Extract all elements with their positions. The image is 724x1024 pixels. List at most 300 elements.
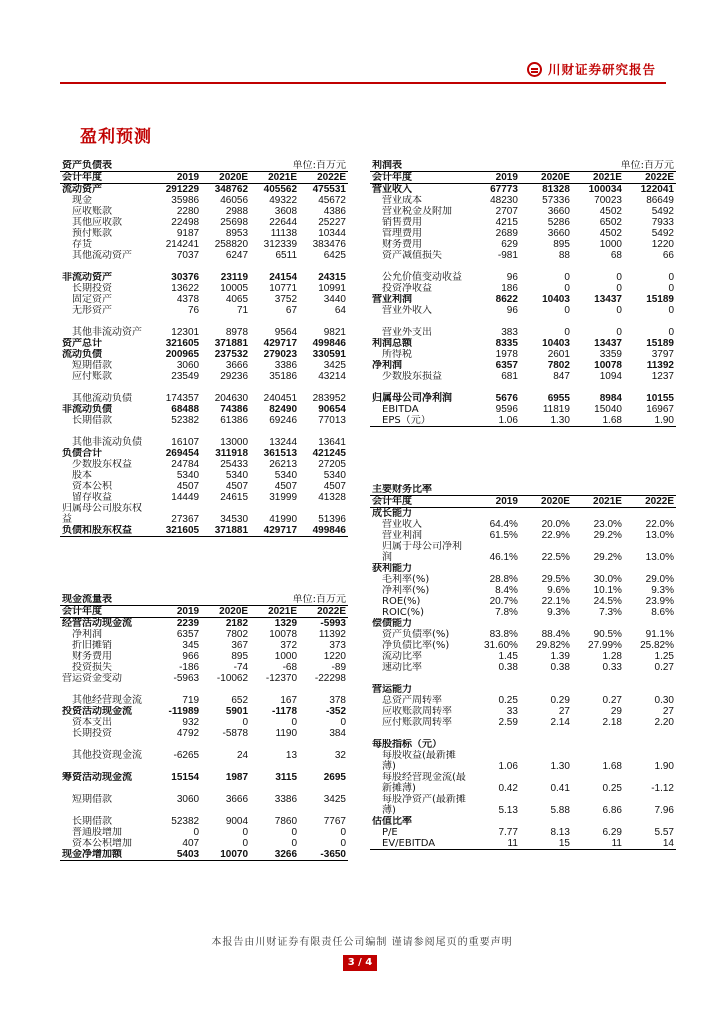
table-row <box>370 640 676 651</box>
cell-value: 25227 <box>318 217 346 228</box>
table-row <box>370 739 676 750</box>
column-header: 2019 <box>468 172 520 184</box>
cell-value: 4065 <box>225 294 249 305</box>
cell-value: 29.0% <box>645 574 674 585</box>
cell-value: 0 <box>564 305 570 316</box>
cell-value: 2695 <box>323 772 346 783</box>
cell-value: 0 <box>564 327 570 338</box>
table-row <box>370 629 676 640</box>
cell-value: 2280 <box>176 206 200 217</box>
cell-value: 2988 <box>225 206 249 217</box>
table-row <box>60 849 348 861</box>
cell-value: 13.0% <box>645 552 674 563</box>
cell-value <box>468 618 520 629</box>
footer-disclaimer: 本报告由川财证券有限责任公司编制 谨请参阅尾页的重要声明 <box>211 937 513 948</box>
cell-value: 26213 <box>269 459 298 470</box>
cell-value: 5901 <box>225 706 249 717</box>
row-label <box>60 382 152 393</box>
table-row <box>370 717 676 728</box>
cell-value <box>299 783 348 794</box>
table-row <box>60 503 348 525</box>
table-row <box>370 294 676 305</box>
cell-value: 2601 <box>547 349 570 360</box>
table-row <box>370 250 676 261</box>
cell-value: -1.12 <box>651 783 674 794</box>
cell-value: 61386 <box>220 415 249 426</box>
cell-value: 30376 <box>171 272 200 283</box>
table-unit: 单位:百万元 <box>292 160 346 171</box>
cell-value: 0.33 <box>602 662 622 673</box>
cell-value: 27 <box>662 706 674 717</box>
cell-value: 66 <box>662 250 674 261</box>
cell-value: 77013 <box>318 415 346 426</box>
cell-value: 41990 <box>269 514 298 525</box>
row-label: 固定资产 <box>72 294 112 305</box>
cell-value: 46056 <box>220 195 249 206</box>
cell-value: 3608 <box>274 206 298 217</box>
cell-value: 2239 <box>176 618 200 629</box>
cell-value <box>624 673 676 684</box>
cell-value: 27205 <box>318 459 346 470</box>
table-row <box>60 272 348 283</box>
cell-value: 49322 <box>269 195 298 206</box>
row-label: 估值比率 <box>372 816 412 827</box>
cell-value: 11 <box>468 838 520 850</box>
cell-value: 31999 <box>269 492 298 503</box>
cell-value: 15154 <box>171 772 200 783</box>
cell-value: 41328 <box>318 492 346 503</box>
cell-value: 52382 <box>171 415 200 426</box>
row-label <box>370 673 468 684</box>
cell-value: 9564 <box>274 327 298 338</box>
cell-value: 1.90 <box>654 761 674 772</box>
row-label <box>370 316 468 327</box>
cell-value: 15040 <box>594 404 622 415</box>
cell-value: 0 <box>616 327 622 338</box>
cell-value: 13437 <box>594 294 622 305</box>
cell-value: 64 <box>334 305 346 316</box>
cell-value: 10.1% <box>593 585 622 596</box>
cell-value: 895 <box>553 239 570 250</box>
cell-value: 6247 <box>225 250 249 261</box>
cell-value: 3666 <box>225 360 249 371</box>
cell-value: 2.18 <box>602 717 622 728</box>
cell-value <box>520 684 572 695</box>
cell-value: 7767 <box>323 816 346 827</box>
cell-value: 8.6% <box>651 607 674 618</box>
row-label: 总资产周转率 <box>382 695 442 706</box>
table-row <box>60 250 348 261</box>
cell-value <box>201 261 250 272</box>
row-label: 负债和股东权益 <box>60 525 152 537</box>
cell-value: 405562 <box>263 184 298 195</box>
cell-value <box>520 563 572 574</box>
cell-value: 681 <box>501 371 518 382</box>
cell-value: 68488 <box>171 404 200 415</box>
row-label <box>60 805 152 816</box>
table-header-row <box>370 172 676 184</box>
column-header: 2022E <box>624 496 676 508</box>
table-row <box>370 596 676 607</box>
table-row <box>370 360 676 371</box>
table-row <box>60 393 348 404</box>
cell-value: 311918 <box>215 448 249 459</box>
table-row <box>60 195 348 206</box>
cell-value: -22298 <box>314 673 346 684</box>
cell-value: 22.5% <box>541 552 570 563</box>
cell-value: 932 <box>182 717 200 728</box>
cell-value: 1.30 <box>520 415 572 427</box>
table-row <box>370 228 676 239</box>
table-caption: 资产负债表 <box>62 160 112 171</box>
cell-value: -6265 <box>173 750 200 761</box>
row-label: 所得税 <box>382 349 412 360</box>
column-header: 2020E <box>201 172 250 184</box>
cell-value: 279023 <box>263 349 298 360</box>
row-label: 资产负债率(%) <box>382 629 450 640</box>
cell-value: 15 <box>520 838 572 850</box>
row-label: 营业成本 <box>382 195 422 206</box>
table-row <box>370 316 676 327</box>
table-row <box>60 415 348 426</box>
table-caption: 利润表 <box>372 160 402 171</box>
cell-value: 8953 <box>225 228 249 239</box>
row-label: 筹资活动现金流 <box>62 772 132 783</box>
cell-value: 3386 <box>274 360 298 371</box>
table-row <box>60 239 348 250</box>
cell-value: 0 <box>564 272 570 283</box>
cell-value: 8335 <box>495 338 518 349</box>
cell-value: 1.30 <box>550 761 570 772</box>
cell-value: 3660 <box>547 228 570 239</box>
table-row <box>370 838 676 850</box>
header-divider <box>60 82 666 84</box>
row-label: 长期投资 <box>72 728 112 739</box>
table-row <box>370 239 676 250</box>
cell-value: 24615 <box>220 492 249 503</box>
cell-value: 1237 <box>651 371 674 382</box>
row-label: 普通股增加 <box>72 827 122 838</box>
cell-value <box>468 563 520 574</box>
cell-value: 35186 <box>269 371 298 382</box>
table-row <box>60 525 348 537</box>
table-row <box>60 629 348 640</box>
cell-value: 16967 <box>646 404 674 415</box>
cell-value: 27367 <box>171 514 200 525</box>
cell-value: 9596 <box>495 404 518 415</box>
cell-value: 23.9% <box>645 596 674 607</box>
cell-value: 237532 <box>214 349 249 360</box>
cell-value: 74386 <box>220 404 249 415</box>
cell-value: 7802 <box>225 629 249 640</box>
cell-value: 7802 <box>547 360 570 371</box>
table-row <box>370 404 676 415</box>
row-label: 流动比率 <box>382 651 422 662</box>
cell-value: 11 <box>572 838 624 850</box>
cell-value: 48230 <box>490 195 518 206</box>
cell-value: -186 <box>179 662 200 673</box>
cell-value <box>624 739 676 750</box>
cell-value: 5676 <box>495 393 518 404</box>
cell-value: 46.1% <box>489 552 518 563</box>
cell-value: 2.59 <box>498 717 518 728</box>
cell-value: 13.0% <box>645 530 674 541</box>
row-label: 其他流动负债 <box>72 393 132 404</box>
row-label: 资本公积增加 <box>72 838 132 849</box>
cell-value: 8.13 <box>550 827 570 838</box>
row-label: 净利率(%) <box>382 585 430 596</box>
cell-value: 3060 <box>176 794 200 805</box>
column-header: 2021E <box>250 606 299 618</box>
cell-value: 10344 <box>318 228 346 239</box>
cell-value: 1.28 <box>602 651 622 662</box>
cell-value: 24154 <box>269 272 298 283</box>
cell-value: 8622 <box>495 294 518 305</box>
row-label: 资产减值损失 <box>382 250 442 261</box>
table-row <box>60 618 348 630</box>
table-row <box>370 684 676 695</box>
cell-value: 1.68 <box>602 761 622 772</box>
cell-value: 6511 <box>275 250 298 261</box>
row-label: 每股收益(最新摊薄) <box>382 750 456 772</box>
cell-value: 9.6% <box>547 585 570 596</box>
table-row <box>370 371 676 382</box>
cell-value: 407 <box>182 838 200 849</box>
table-caption-row <box>370 160 676 172</box>
brand-block <box>527 60 656 78</box>
row-label: 速动比率 <box>382 662 422 673</box>
row-label <box>60 261 152 272</box>
row-label: 归属母公司净利润 <box>372 393 452 404</box>
row-label: 每股净资产(最新摊薄) <box>382 794 466 816</box>
cell-value: 20.0% <box>541 519 570 530</box>
cell-value: 5340 <box>323 470 346 481</box>
table-row <box>60 761 348 772</box>
cell-value: 29.5% <box>541 574 570 585</box>
cell-value: -5993 <box>320 618 346 629</box>
cell-value <box>152 382 201 393</box>
table-row <box>370 349 676 360</box>
table-row <box>370 217 676 228</box>
row-label: 应付账款周转率 <box>382 717 452 728</box>
cell-value: -3650 <box>299 849 348 861</box>
table-row <box>60 827 348 838</box>
cell-value: 629 <box>501 239 518 250</box>
row-label: 其他非流动负债 <box>72 437 142 448</box>
cell-value <box>624 508 676 520</box>
cell-value: 5492 <box>651 228 674 239</box>
cell-value: 9004 <box>225 816 249 827</box>
row-label: P/E <box>382 827 398 838</box>
row-label: 长期借款 <box>72 415 112 426</box>
cell-value <box>299 261 348 272</box>
table-row <box>60 184 348 196</box>
cell-value: 283952 <box>312 393 346 404</box>
table-row <box>370 673 676 684</box>
brand-logo-icon <box>527 62 542 77</box>
table-row <box>60 426 348 448</box>
cell-value: 25433 <box>220 459 249 470</box>
table-row <box>60 772 348 783</box>
table-caption-row <box>370 484 676 496</box>
cell-value <box>468 316 520 327</box>
cell-value: 69246 <box>269 415 298 426</box>
cell-value <box>250 805 299 816</box>
row-label: 财务费用 <box>72 651 112 662</box>
cell-value: 429717 <box>263 338 298 349</box>
cell-value <box>201 761 250 772</box>
cell-value: 3425 <box>323 360 346 371</box>
section-title: 盈利预测 <box>80 127 152 147</box>
cell-value <box>250 761 299 772</box>
cell-value: 61.5% <box>489 530 518 541</box>
row-label: 营业收入 <box>372 184 412 195</box>
cell-value: 25.82% <box>640 640 674 651</box>
table-row <box>370 338 676 349</box>
row-label: ROE(%) <box>382 596 421 607</box>
cell-value: 8978 <box>225 327 249 338</box>
cell-value: 31.60% <box>484 640 518 651</box>
cell-value <box>468 816 520 827</box>
table-row <box>370 206 676 217</box>
cell-value: 86649 <box>646 195 674 206</box>
cell-value: 52382 <box>171 816 200 827</box>
row-label: 净负债比率(%) <box>382 640 450 651</box>
cell-value: 1329 <box>274 618 298 629</box>
cell-value: 0 <box>242 717 249 728</box>
cell-value: 3666 <box>225 794 249 805</box>
table-row <box>60 706 348 717</box>
cell-value: 204630 <box>214 393 249 404</box>
table-row <box>60 492 348 503</box>
row-label: EBITDA <box>382 404 419 415</box>
cell-value: 24315 <box>318 272 346 283</box>
row-label: 净利润 <box>72 629 102 640</box>
cell-value: 22.0% <box>645 519 674 530</box>
cell-value: 67773 <box>490 184 518 195</box>
table-row <box>370 574 676 585</box>
table-row <box>370 585 676 596</box>
cell-value <box>152 261 201 272</box>
row-label: 负债合计 <box>62 448 102 459</box>
cell-value: 719 <box>182 695 200 706</box>
cell-value: -10062 <box>216 673 249 684</box>
cell-value: 10991 <box>318 283 346 294</box>
table-row <box>60 316 348 338</box>
cell-value: 27.99% <box>588 640 622 651</box>
cell-value: 23.0% <box>593 519 622 530</box>
cell-value: 5.88 <box>550 805 570 816</box>
cell-value: 5.57 <box>654 827 674 838</box>
cell-value: 0 <box>616 283 622 294</box>
cell-value <box>572 508 624 520</box>
row-label: 预付账款 <box>72 228 112 239</box>
cell-value: 30.0% <box>593 574 622 585</box>
cell-value: 1.06 <box>498 761 518 772</box>
column-header: 2021E <box>250 172 299 184</box>
cell-value: 4507 <box>225 481 249 492</box>
column-header: 2021E <box>572 496 624 508</box>
cell-value: 378 <box>329 695 346 706</box>
column-header: 2019 <box>152 172 201 184</box>
cell-value: 96 <box>506 305 518 316</box>
column-header: 会计年度 <box>370 496 468 508</box>
cell-value: 34530 <box>220 514 249 525</box>
table-row <box>370 415 676 427</box>
cell-value: 29.2% <box>593 530 622 541</box>
cell-value: 76 <box>187 305 200 316</box>
cell-value: 0 <box>564 283 570 294</box>
table-row <box>370 327 676 338</box>
cell-value: 0.41 <box>550 783 570 794</box>
cell-value <box>299 805 348 816</box>
row-label: 归属母公司股东权益 <box>62 503 142 525</box>
table-row <box>370 382 676 404</box>
cell-value: 214241 <box>165 239 200 250</box>
cell-value: 372 <box>280 640 298 651</box>
cell-value: 371881 <box>201 525 250 537</box>
cell-value: 9.3% <box>547 607 570 618</box>
cell-value: 0 <box>340 717 346 728</box>
row-label: 其他应收款 <box>72 217 122 228</box>
cell-value: 0 <box>242 838 249 849</box>
cell-value: 200965 <box>165 349 200 360</box>
cell-value: 7.96 <box>654 805 674 816</box>
column-header: 2022E <box>299 606 348 618</box>
cell-value: 24.5% <box>593 596 622 607</box>
cell-value: 2182 <box>225 618 249 629</box>
cell-value: 11392 <box>318 629 346 640</box>
cell-value: 0 <box>668 327 674 338</box>
cell-value: 291229 <box>165 184 200 195</box>
row-label: 投资净收益 <box>382 283 432 294</box>
row-label: 每股经营现金流(最新摊薄) <box>382 772 466 794</box>
row-label: 营业利润 <box>382 530 422 541</box>
cell-value: 321605 <box>152 525 201 537</box>
cell-value: 0.38 <box>550 662 570 673</box>
cell-value: -11989 <box>168 706 200 717</box>
cell-value: 5340 <box>225 470 249 481</box>
cell-value: -89 <box>331 662 346 673</box>
column-header: 2022E <box>624 172 676 184</box>
cell-value: 16107 <box>171 437 200 448</box>
cell-value: 10403 <box>542 338 570 349</box>
cell-value: 29.2% <box>593 552 622 563</box>
column-header: 2022E <box>299 172 348 184</box>
column-header: 会计年度 <box>370 172 468 184</box>
cell-value: 10070 <box>201 849 250 861</box>
table-row <box>370 519 676 530</box>
cell-value: 1000 <box>274 651 298 662</box>
cell-value: 3359 <box>599 349 622 360</box>
cell-value: -5963 <box>173 673 200 684</box>
cell-value: 88.4% <box>541 629 570 640</box>
table-row <box>370 706 676 717</box>
cell-value: 0.38 <box>498 662 518 673</box>
cell-value: 14449 <box>171 492 200 503</box>
cell-value: 3425 <box>323 794 346 805</box>
cell-value <box>520 508 572 520</box>
cell-value: 6357 <box>495 360 518 371</box>
cell-value: 2.20 <box>654 717 674 728</box>
table-row <box>60 228 348 239</box>
cell-value <box>624 684 676 695</box>
row-label: 利润总额 <box>372 338 412 349</box>
cell-value: 3266 <box>250 849 299 861</box>
cell-value: 383 <box>501 327 518 338</box>
row-label: 存货 <box>72 239 92 250</box>
row-label: EPS（元） <box>370 415 468 427</box>
